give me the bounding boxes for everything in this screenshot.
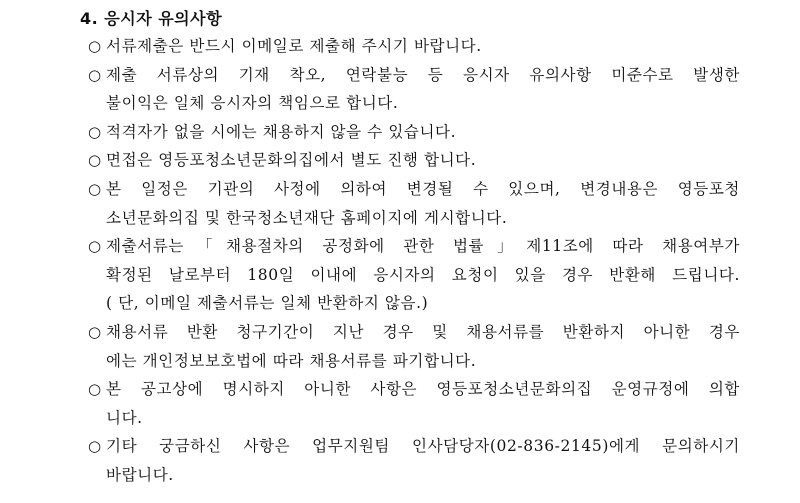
text-line: 제출서류는「채용절차의 공정화에 관한 법률」제11조에 따라 채용여부가 — [106, 237, 740, 256]
list-item — [80, 318, 740, 375]
text-line: 본 일정은 기관의 사정에 의하여 변경될 수 있으며, 변경내용은 영등포청 — [106, 179, 740, 198]
circle-bullet-icon: ○ — [88, 437, 102, 456]
text-line: 제출 서류상의 기재 착오, 연락불능 등 응시자 유의사항 미준수로 발생한 — [106, 65, 740, 84]
circle-bullet-icon: ○ — [88, 122, 102, 141]
list-item — [80, 118, 740, 147]
circle-bullet-icon: ○ — [88, 380, 102, 399]
text-line: 니다. — [106, 408, 143, 427]
section-title: 4. 응시자 유의사항 — [80, 9, 223, 28]
list-item — [80, 32, 740, 61]
text-line: 적격자가 없을 시에는 채용하지 않을 수 있습니다. — [106, 122, 457, 141]
circle-bullet-icon: ○ — [88, 151, 102, 170]
text-line: 서류제출은 반드시 이메일로 제출해 주시기 바랍니다. — [106, 37, 482, 55]
text-line: ( 단, 이메일 제출서류는 일체 반환하지 않음.) — [106, 294, 429, 313]
text-line: 확정된 날로부터 180일 이내에 응시자의 요청이 있을 경우 반환해 드립니다. — [106, 265, 740, 284]
list-item-text — [106, 318, 740, 375]
list-item-text — [106, 175, 740, 232]
list-item-text — [106, 32, 740, 61]
circle-bullet-icon: ○ — [88, 237, 102, 256]
text-line: 소년문화의집 및 한국청소년재단 홈페이지에 게시합니다. — [106, 208, 508, 227]
notice-list — [80, 32, 800, 490]
text-line: 불이익은 일체 응시자의 책임으로 합니다. — [106, 94, 399, 113]
list-item-text — [106, 146, 740, 175]
circle-bullet-icon: ○ — [88, 322, 102, 341]
list-item-text — [106, 61, 740, 118]
list-item — [80, 232, 740, 318]
text-line: 에는 개인정보보호법에 따라 채용서류를 파기합니다. — [106, 351, 477, 370]
list-item — [80, 146, 740, 175]
list-item — [80, 432, 740, 489]
circle-bullet-icon: ○ — [88, 37, 102, 55]
circle-bullet-icon: ○ — [88, 65, 102, 84]
text-line: 바랍니다. — [106, 465, 174, 484]
circle-bullet-icon: ○ — [88, 179, 102, 198]
text-line: 본 공고상에 명시하지 아니한 사항은 영등포청소년문화의집 운영규정에 의합 — [106, 380, 740, 399]
list-item-text — [106, 375, 740, 432]
list-item — [80, 61, 740, 118]
text-line: 기타 궁금하신 사항은 업무지원팀 인사담당자(02-836-2145)에게 문의하시기 — [106, 437, 740, 456]
list-item-text — [106, 118, 740, 147]
text-line: 채용서류 반환 청구기간이 지난 경우 및 채용서류를 반환하지 아니한 경우 — [106, 322, 740, 341]
list-item — [80, 375, 740, 432]
list-item-text — [106, 232, 740, 318]
list-item-text — [106, 432, 740, 489]
text-line: 면접은 영등포청소년문화의집에서 별도 진행 합니다. — [106, 151, 477, 170]
list-item — [80, 175, 740, 232]
